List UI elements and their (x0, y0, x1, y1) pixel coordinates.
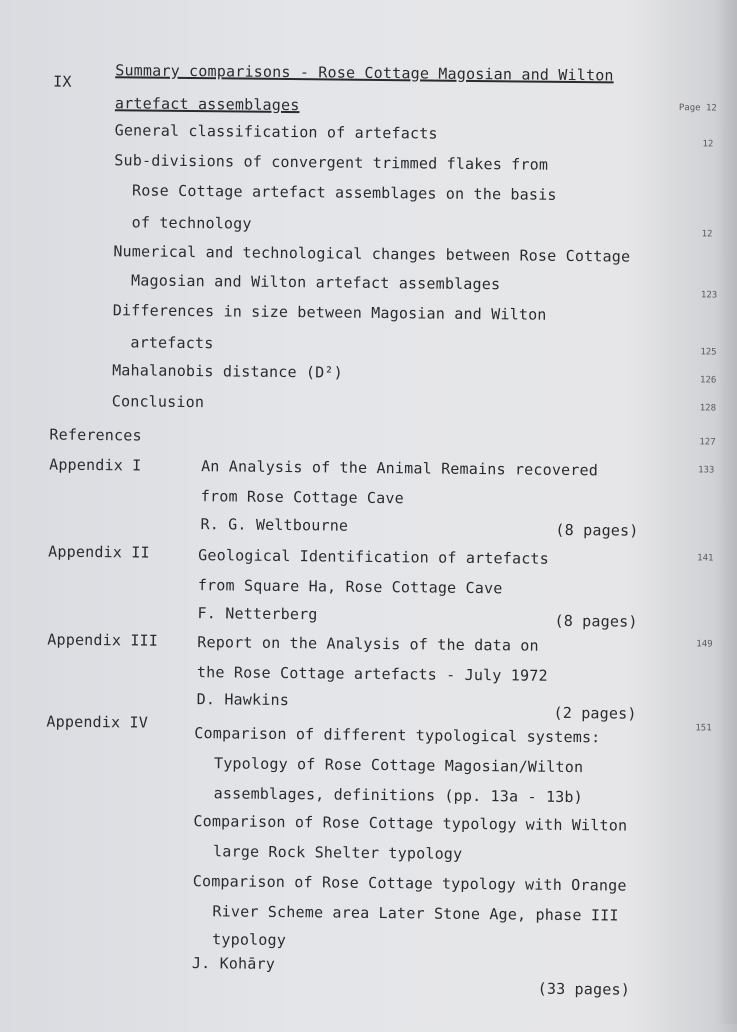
appendix-line: Comparison of Rose Cottage typology with Wilton (193, 812, 628, 835)
toc-page-number: 127 (699, 437, 716, 448)
page-column-label: Page 12 (678, 103, 717, 114)
appendix-author: F. Netterberg (197, 604, 318, 624)
toc-page-number: 125 (700, 347, 717, 358)
toc-entry-line: Differences in size between Magosian and Wilton (112, 301, 547, 324)
toc-entry-line: Sub-divisions of convergent trimmed flakes from (114, 151, 549, 174)
appendix-label: Appendix IV (46, 712, 149, 732)
appendix-line: River Scheme area Later Stone Age, phase III (212, 902, 619, 925)
chapter-heading-line2: artefact assemblages (114, 94, 300, 115)
appendix-pages-note: (33 pages) (537, 979, 631, 999)
toc-page-number: 12 (702, 139, 714, 150)
appendix-pages-note: (8 pages) (554, 611, 638, 631)
appendix-label: Appendix II (48, 542, 150, 562)
appendix-line: Geological Identification of artefacts (198, 546, 550, 568)
appendix-author: D. Hawkins (196, 690, 290, 710)
appendix-line: Comparison of Rose Cottage typology with Orange (192, 872, 627, 895)
toc-entry-line: Conclusion (111, 392, 205, 412)
toc-entry-line: Magosian and Wilton artefact assemblages (130, 271, 501, 294)
appendix-line: An Analysis of the Animal Remains recovered (201, 457, 599, 480)
references-label: References (49, 425, 142, 445)
page-edge-shadow (719, 0, 737, 1024)
toc-entry-line: General classification of artefacts (114, 121, 438, 143)
appendix-line: Typology of Rose Cottage Magosian/Wilton (213, 754, 584, 777)
appendix-line: from Square Ha, Rose Cottage Cave (197, 576, 503, 598)
toc-page-number: 126 (700, 375, 717, 386)
appendix-line: large Rock Shelter typology (213, 842, 463, 863)
appendix-author: R. G. Weltbourne (200, 515, 349, 535)
appendix-line: Report on the Analysis of the data on (197, 633, 539, 655)
toc-entry-line: Mahalanobis distance (D²) (112, 361, 343, 382)
appendix-pages-note: (2 pages) (553, 703, 637, 723)
toc-page-number: 123 (700, 290, 718, 301)
appendix-line: from Rose Cottage Cave (200, 487, 404, 508)
appendix-label: Appendix III (47, 630, 159, 650)
appendix-line: Comparison of different typological systems: (194, 724, 601, 747)
toc-entry-line: artefacts (130, 333, 214, 353)
appendix-pages-note: (8 pages) (555, 520, 639, 540)
appendix-line: typology (212, 930, 287, 950)
toc-entry-line: Rose Cottage artefact assemblages on the basis (131, 181, 557, 204)
chapter-numeral: IX (53, 72, 72, 91)
toc-page-number: 151 (695, 723, 712, 734)
toc-page-number: 141 (697, 553, 714, 564)
toc-entry-line: Numerical and technological changes between Rose Cottage (113, 242, 631, 266)
toc-page-number: 12 (701, 229, 713, 240)
toc-page-number: 128 (699, 403, 717, 414)
chapter-heading-line1: Summary comparisons - Rose Cottage Magosian and Wilton (115, 61, 614, 85)
toc-page-number: 133 (698, 465, 715, 476)
appendix-line: the Rose Cottage artefacts - July 1972 (196, 663, 548, 685)
toc-page-number: 149 (696, 639, 713, 650)
appendix-line: assemblages, definitions (pp. 13a - 13b) (213, 784, 584, 807)
toc-entry-line: of technology (131, 213, 252, 233)
appendix-label: Appendix I (49, 455, 142, 475)
appendix-author: J. Kohāry (191, 954, 276, 973)
